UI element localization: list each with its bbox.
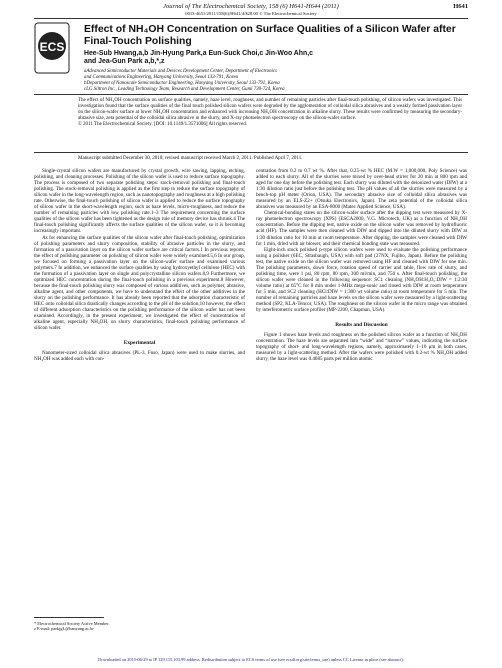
logo-text: ECS — [39, 40, 65, 54]
abstract-bottom-rule — [34, 152, 468, 153]
issn-line: 0013-4651/2011/158(6)/H641/4/$28.00 © The Electrochemical Society — [185, 11, 317, 16]
section-heading: Experimental — [123, 340, 156, 347]
copyright-line: © 2011 The Electrochemical Society. [DOI: 10.1149/1.3571006] All rights reserved. — [78, 122, 247, 127]
footnote: z E-mail: parkjgL@hanyang.ac.kr — [34, 626, 94, 632]
abstract-text: The effect of NH₄OH concentration on surface qualities, namely, haze level, roughness, and number of remaining particles after final-touch polishing, of silicon wafers was investigated. This investigation found that the surface qualities of the final touch polished silicon wafers were degraded by the agglomeration of colloidal silica abrasives and a weakly formed passivation layer on the silicon-wafer surface at lower NH₄OH concentration and enhanced with increasing NH₄OH concentration in alkaline slurry. These results were confirmed by measuring the secondary-abrasive size, zeta potential of the colloidal silica abrasive in the slurry, and X-ray photoelectron spectroscopy on the silicon-wafer surface. — [78, 98, 462, 121]
author-line: Hee-Sub Hwang,a,b Jin-Hyung Park,a Eun-Suck Choi,c Jin-Woo Ahn,c — [84, 50, 313, 57]
section-heading: Results and Discussion — [335, 322, 388, 329]
header-rule — [34, 18, 468, 19]
journal-citation: Journal of The Electrochemical Society, 158 (6) H641-H644 (2011) — [163, 3, 339, 10]
body-paragraph: Nanometer-sized colloidal silica abrasives (PL-3, Fuso, Japan) were used to make slurries, and NH₄OH was added each with con- — [34, 350, 245, 363]
right-column — [256, 168, 467, 362]
footnote-rule — [34, 617, 104, 618]
body-paragraph: As for enhancing the surface qualities of the silicon wafer after final-touch polishing, optimization of polishing parameters and slurry composition, stability of abrasive particles in the slurry, and formation of a passivation layer on the silicon wafer surface are critical factors.1 In previous reports, the effect of polishing parameter on polishing of silicon wafer were widely examined.5,6 In our group, we focused on forming a passivation layer on the silicon-wafer surface and examined various polymers.7 In addition, we enhanced the surface qualities by using hydroxyethyl cellulose (HEC) with the formation of a passivation layer on single and polycrystalline silicon wafers.8,9 Furthermore, we optimized HEC concentration during the final-touch polishing in a previous experiment.8 However, because the final-touch polishing slurry was composed of various additives, such as polymer, abrasive, alkaline agent, and other components, we have to understand the effect of the other additives in the slurry on the polishing performance. It has already been reported that the adsorption characteristic of HEC onto colloidal silica drastically changes according to the pH of the solution,10 however, the effect of different adsorption characteristics on the polishing performance of the silicon wafer has not been examined. Accordingly, in the present experiment, we investigated the effect of concentration of alkaline agent, especially NH₄OH, on slurry characteristics, final-touch polishing performance of silicon wafer. — [34, 234, 245, 332]
affiliation-line: cLG Siltron Inc., Leading Technology Team, Research and Development Center, Gumi 730-724, Korea — [84, 87, 285, 93]
article-title: Effect of NH₄OH Concentration on Surface Qualities of a Silicon Wafer after Final-Touch Polishing — [84, 24, 456, 47]
affiliation-line: and Communications Engineering, Hanyang University, Seoul 133-791, Korea — [84, 75, 239, 81]
body-paragraph: Eight-inch stock polished p-type silicon wafers were used to evaluate the polishing performance using a polisher (6EC, Strasbaugh, USA) with soft pad (27NX, Fujibo, Japan). Before the polishing test, the native oxide on the silicon wafer was removed using HF and cleaned with DIW for one min. The polishing parameters, down force, rotation speed of carrier and table, flow rate of slurry, and polishing time, were 1 psi, 80 rpm, 80 rpm, 300 ml/min, and 750 s. After final-touch polishing, the silicon wafer were cleaned in the following sequence: SC1 cleaning (NH₄OH:H₂O₂:DIW = 1:2:30 volume ratio) at 65°C for 8 min under 1-MHz mega-sonic and rinsed with DIW at room temperature for 5 min, and SC2 cleaning (HCl:DIW = 1:300 wt volume ratio) at room temperature for 5 min. The number of remaining particles and haze levels on the silicon wafer were measured by a light-scattering method (SP2, KLA-Tencor, USA). The roughness on the silicon wafer in the micro range was obtained by interferometric surface profiler (MP-2200, Chapman, USA). — [256, 246, 467, 314]
body-paragraph: Chemical-bonding states on the silicon-wafer surface after the dipping test were measured by X-ray photoelectron spectroscopy (XPS) (ESCA2000, V.G. Microtech, UK) as a function of NH₄OH concentration. Before the dipping test, native oxide on the silicon wafer was removed by hydrofluoric acid (HF). The samples were then cleaned with DIW and dipped into the diluted slurry with DIW at 1:30 dilution ratio for 10 min at room temperature. After dipping, the samples were cleaned with DIW for 1 min, dried with air blower, and their chemical bonding state was measured. — [256, 210, 467, 247]
body-paragraph: centration from 0.2 to 0.7 wt %. After that, 0.25-wt % HEC (M.W = 1,000,000, Poly Science) was added to each slurry. All of the slurries were mixed by over-head stirrer for 20 min at 800 rpm and aged for one day before the polishing test. Each slurry was diluted with the deionized water (DIW) at a 1:30 dilution ratio just before the polishing test. The pH values of all the slurries were measured by a bench-top pH meter (Orion, USA). The secondary abrasive size of colloidal silica abrasives was measured by an ELS-Z2+ (Otsuka Electronics, Japan). The zeta potential of the colloidal silica abrasives was measured by an ESA-8000 (Matec Applied Science, USA). — [256, 168, 467, 211]
footnote: * Electrochemical Society Active Member. — [34, 621, 110, 626]
manuscript-dates: Manuscript submitted December 30, 2010; revised manuscript received March 2, 2011. Published April 7, 2011. — [78, 156, 303, 161]
body-paragraph: Single-crystal silicon wafers are manufactured by crystal growth, wire sawing, lapping, etching, polishing, and cleaning processes. Polishing of the silicon wafer is used to reduce surface topography. The process is composed of two separate polishing steps: stock-removal polishing and final-touch polishing. The stock-removal polishing is applied as the first step to reduce the surface topography of silicon wafer in the long-wavelength region, such as nanotopography and roughness at a high polishing rate. Otherwise, the final-touch polishing of silicon wafer is applied to reduce the surface topography of silicon wafer in the short-wavelength region, such as haze levels, micro-roughness, and reduce the number of remaining particles with low polishing rate.1–3 The requirement concerning the surface qualities of the silicon wafer has been tightened as the design rule of memory device has shrunk.4 The final-touch polishing significantly affects the surface qualities of the silicon wafer, so it is becoming increasingly important. — [34, 168, 245, 235]
author-line: and Jea-Gun Park a,b,*,z — [84, 58, 165, 66]
affiliation-line: aAdvanced Semiconductor Materials and Devices Development Center, Department of Electronics — [84, 69, 277, 74]
body-paragraph: Figure 1 shows haze levels and roughness on the polished silicon wafer as a function of NH₄OH concentration. The haze levels are separated into “wide” and “narrow” values, indicating the surface topography of short- and long-wavelength regions, namely, approximately 1–10 μm in both cases, measured by a light-scattering method. After the wafers were polished with 0.2-wt % NH₄OH added slurry, the haze level was 0.4685 parts per million atomic — [256, 332, 467, 363]
left-column — [34, 168, 245, 362]
affiliation-line: bDepartment of Nanoscale Semiconductor Engineering, Hanyang University, Seoul 133-791, Korea — [84, 81, 280, 87]
page-number: H641 — [453, 3, 468, 10]
author-list — [84, 50, 464, 67]
footnotes — [34, 621, 174, 632]
abstract-top-rule — [34, 94, 468, 95]
download-notice: Downloaded on 2015-06-29 to IP 129.115.103.99 address. Redistribution subject to ECS terms of use (see ecsdl.org/site/terms_use) unless CC License in place (see abstract). — [98, 657, 404, 662]
abstract — [78, 98, 462, 128]
affiliations — [84, 69, 468, 93]
ecs-logo-icon — [34, 22, 70, 74]
